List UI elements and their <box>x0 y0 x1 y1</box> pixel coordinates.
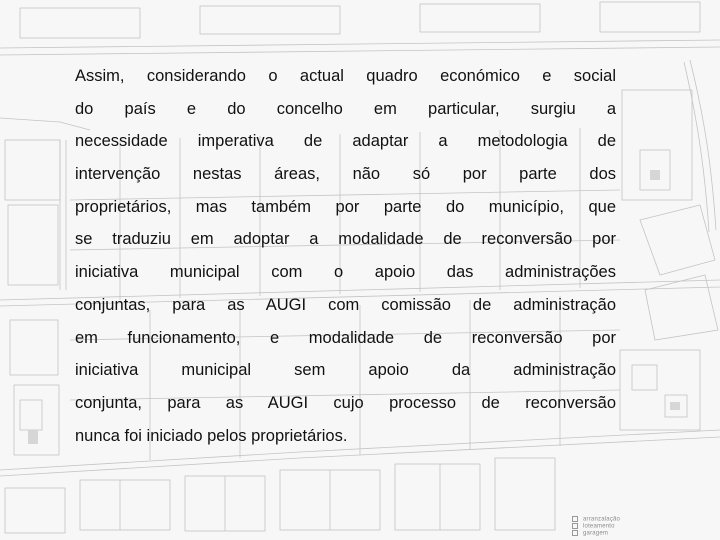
text-line: em funcionamento, e modalidade de reconversão por <box>75 328 616 347</box>
text-line: necessidade imperativa de adaptar a metodologia de <box>75 132 616 151</box>
text-line: nunca foi iniciado pelos proprietários. <box>75 426 348 445</box>
text-line: conjunta, para as AUGI cujo processo de reconversão <box>75 393 616 412</box>
text-line: proprietários, mas também por parte do município, que <box>75 197 616 216</box>
plan-legend <box>572 516 652 537</box>
legend-swatch <box>572 516 578 522</box>
legend-item <box>572 516 652 523</box>
text-line: conjuntas, para as AUGI com comissão de administração <box>75 295 616 314</box>
text-line: Assim, considerando o actual quadro económico e social <box>75 67 616 85</box>
text-line: se traduziu em adoptar a modalidade de reconversão por <box>75 230 616 249</box>
legend-swatch <box>572 530 578 536</box>
legend-label: garagem <box>583 530 609 537</box>
text-line: iniciativa municipal sem apoio da administração <box>75 361 616 380</box>
text-line: iniciativa municipal com o apoio das administrações <box>75 263 616 282</box>
text-line: intervenção nestas áreas, não só por parte dos <box>75 165 616 184</box>
body-paragraph <box>75 60 616 452</box>
legend-label: loteamento <box>583 523 615 530</box>
legend-item <box>572 523 652 530</box>
text-line: do país e do concelho em particular, surgiu a <box>75 99 616 118</box>
legend-label: arranzalação <box>583 516 621 523</box>
legend-swatch <box>572 523 578 529</box>
legend-item <box>572 530 652 537</box>
